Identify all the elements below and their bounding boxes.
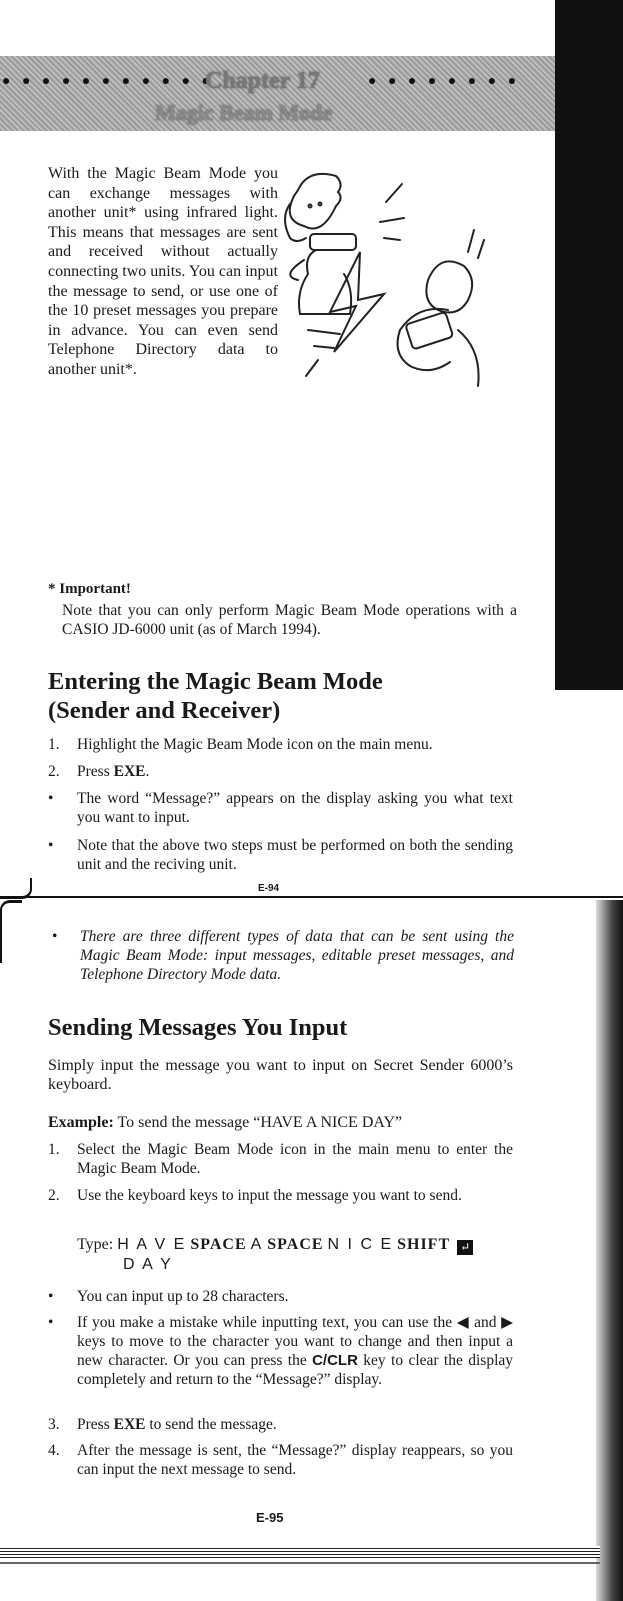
type-chars: A (250, 1236, 264, 1253)
heading-line-1: Entering the Magic Beam Mode (48, 668, 383, 695)
cclr-key: C/CLR (312, 1352, 358, 1369)
send-bullet-2 (48, 1313, 513, 1408)
step-text: Press EXE. (77, 763, 150, 780)
bullet-text: The word “Message?” appears on the display asking you what text you want to input. (77, 790, 513, 826)
banner-dots-right: ● ● ● ● ● ● ● ● (368, 74, 521, 89)
section-heading-entering (48, 667, 383, 725)
step-number: 1. (48, 736, 60, 753)
step-text: Press EXE to send the message. (77, 1416, 277, 1433)
bullet-dot: • (48, 790, 54, 807)
magic-beam-illustration (268, 160, 493, 400)
step-number: 2. (48, 1187, 60, 1204)
step-number: 3. (48, 1416, 60, 1433)
heading-line-2: (Sender and Receiver) (48, 697, 281, 724)
send-step-2 (48, 1186, 513, 1224)
example-label: Example: (48, 1114, 114, 1131)
left-arrow-icon: ◀ (456, 1314, 470, 1331)
send-step-1 (48, 1140, 513, 1178)
space-key: SPACE (190, 1236, 247, 1253)
send-bullet-1 (48, 1287, 513, 1306)
enter-bullet-1 (48, 789, 513, 827)
step-text: Use the keyboard keys to input the message you want to send. (77, 1187, 462, 1204)
important-title: * Important! (48, 581, 131, 597)
page-number-top: E-94 (258, 883, 280, 894)
send-step-3 (48, 1415, 513, 1434)
page-divider (0, 896, 623, 898)
bullet-text: You can input up to 28 characters. (77, 1288, 289, 1305)
step-number: 1. (48, 1141, 60, 1158)
shift-key: SHIFT (397, 1236, 451, 1253)
example-line (48, 1113, 518, 1132)
step-text: Select the Magic Beam Mode icon in the main menu to enter the Magic Beam Mode. (77, 1141, 513, 1177)
sending-intro: Simply input the message you want to input on Secret Sender 6000’s keyboard. (48, 1057, 513, 1093)
scan-spine-top (555, 0, 623, 690)
step-number: 2. (48, 763, 60, 780)
intro-paragraph: With the Magic Beam Mode you can exchange messages with another unit* using infrared light. This means that messages are sent and received without actually connecting two units. You can input the message to send, or use one of the 10 preset messages you prepare in advance. You can even send Telephone Directory data to another unit*. (48, 165, 278, 378)
chapter-banner (0, 56, 560, 131)
bullet-text: Note that the above two steps must be performed on both the sending unit and the reciving unit. (77, 837, 513, 873)
enter-step-2 (48, 762, 513, 781)
step-number: 4. (48, 1442, 60, 1459)
scan-bottom-edge (0, 1546, 600, 1558)
right-arrow-icon: ▶ (501, 1314, 514, 1331)
enter-bullet-2 (48, 836, 513, 874)
enter-step-1 (48, 735, 513, 754)
bullet-text: If you make a mistake while inputting text, you can use the ◀ and ▶ keys to move to the character you want to change and then input a new character. Or you can press the C/CLR key to clear the display completely and return to the “Message?” display. (77, 1314, 514, 1388)
type-label: Type: (77, 1236, 114, 1253)
data-types-bullet (52, 927, 514, 984)
type-chars: D A Y (123, 1256, 173, 1273)
example-text: To send the message “HAVE A NICE DAY” (113, 1114, 403, 1131)
bullet-dot: • (48, 837, 54, 854)
scan-spine-bottom (596, 900, 623, 1601)
scan-bottom-edge-2 (0, 1562, 600, 1564)
send-step-4 (48, 1441, 513, 1479)
bullet-dot: • (52, 928, 58, 945)
page-number-bottom: E-95 (256, 1510, 284, 1525)
return-key-icon: ↵ (457, 1240, 473, 1255)
bullet-dot: • (48, 1314, 54, 1331)
section-heading-sending (48, 1013, 347, 1042)
banner-chapter: Chapter 17 (205, 68, 320, 94)
type-chars: N I C E (327, 1236, 394, 1253)
page-divider-curl-left-2 (0, 900, 22, 963)
bullet-dot: • (48, 1288, 54, 1305)
banner-dots-left: ● ● ● ● ● ● ● ● ● ● ● (2, 74, 215, 89)
heading-sending: Sending Messages You Input (48, 1014, 348, 1041)
type-sequence (77, 1235, 517, 1275)
exe-key: EXE (113, 763, 146, 780)
step-text: After the message is sent, the “Message?” display reappears, so you can input the next message to send. (77, 1442, 513, 1478)
type-chars: H A V E (117, 1236, 187, 1253)
bullet-text: There are three different types of data that can be sent using the Magic Beam Mode: input messages, editable preset messages, and Telephone Directory Mode data. (80, 928, 514, 983)
important-text: Note that you can only perform Magic Beam Mode operations with a CASIO JD-6000 unit (as of March 1994). (62, 602, 517, 638)
step-text: Highlight the Magic Beam Mode icon on the main menu. (77, 736, 433, 753)
exe-key: EXE (113, 1416, 146, 1433)
page-divider-curl-left (0, 878, 32, 899)
banner-title: Magic Beam Mode (155, 100, 333, 125)
space-key: SPACE (267, 1236, 324, 1253)
